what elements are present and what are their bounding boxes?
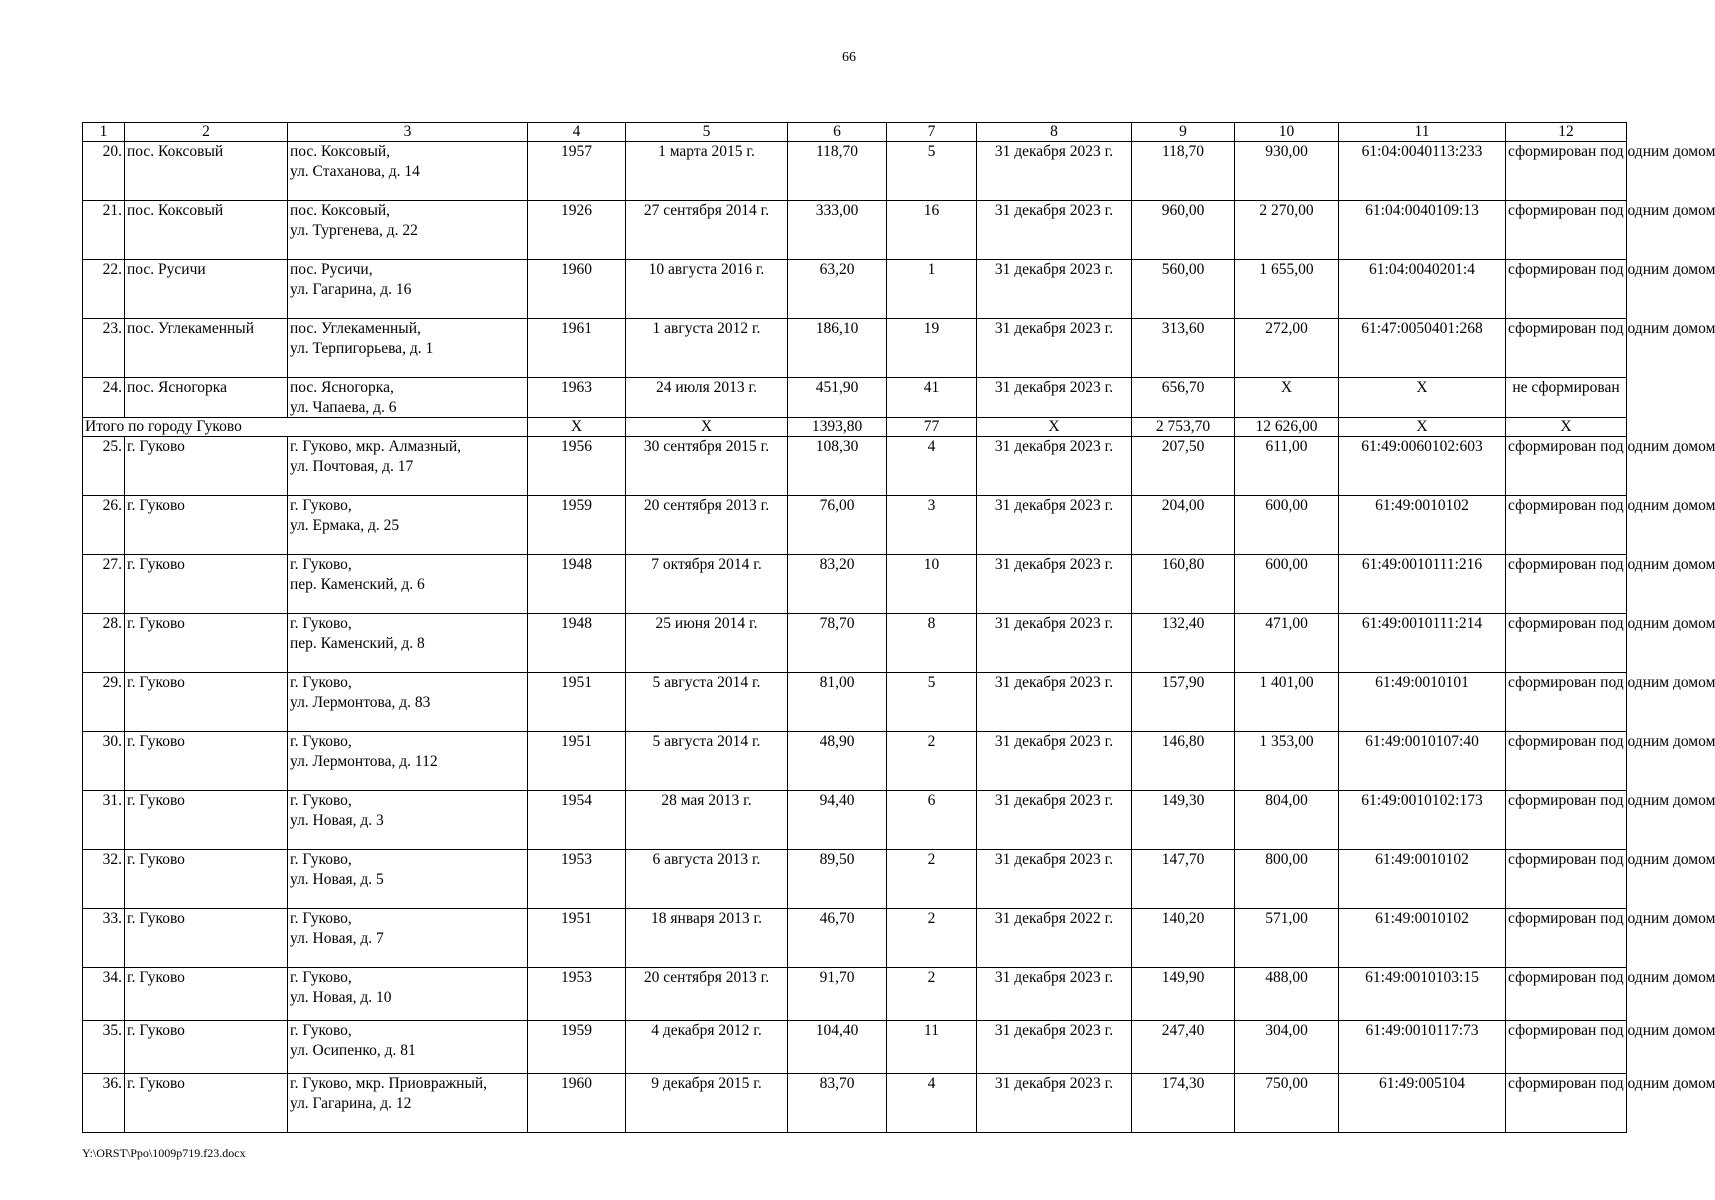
recognition-date: 30 сентября 2015 г. xyxy=(626,437,788,496)
settlement-name: г. Гуково xyxy=(125,968,288,1021)
resettlement-deadline: 31 декабря 2023 г. xyxy=(977,968,1132,1021)
settlement-name: г. Гуково xyxy=(125,732,288,791)
cadastral-number: 61:49:0010102:173 xyxy=(1339,791,1506,850)
land-plot-status: сформирован под одним домом xyxy=(1506,732,1627,791)
address-cell xyxy=(288,614,528,673)
residents-count: 16 xyxy=(887,201,977,260)
settlement-name: пос. Русичи xyxy=(125,260,288,319)
row-number: 21. xyxy=(83,201,125,260)
col9-value: 149,90 xyxy=(1132,968,1235,1021)
build-year: 1960 xyxy=(528,1074,626,1133)
header-cell: 8 xyxy=(977,123,1132,142)
header-cell: 2 xyxy=(125,123,288,142)
land-plot-status: сформирован под одним домом xyxy=(1506,555,1627,614)
resettlement-deadline: 31 декабря 2023 г. xyxy=(977,555,1132,614)
recognition-date: 4 декабря 2012 г. xyxy=(626,1021,788,1074)
cadastral-number: 61:49:0010103:15 xyxy=(1339,968,1506,1021)
settlement-name: пос. Коксовый xyxy=(125,142,288,201)
address-cell xyxy=(288,201,528,260)
address-line-2: ул. Гагарина, д. 12 xyxy=(290,1094,412,1112)
table-row xyxy=(83,378,1627,418)
row-number: 25. xyxy=(83,437,125,496)
address-cell xyxy=(288,260,528,319)
build-year: 1953 xyxy=(528,968,626,1021)
land-plot-status: сформирован под одним домом xyxy=(1506,1074,1627,1133)
build-year: 1951 xyxy=(528,732,626,791)
address-line-2: ул. Чапаева, д. 6 xyxy=(290,398,397,416)
table-row xyxy=(83,555,1627,614)
residents-count: 4 xyxy=(887,1074,977,1133)
address-line-1: г. Гуково, xyxy=(290,497,352,514)
resettlement-deadline: 31 декабря 2023 г. xyxy=(977,850,1132,909)
settlement-name: пос. Ясногорка xyxy=(125,378,288,418)
address-cell xyxy=(288,791,528,850)
col9-value: 313,60 xyxy=(1132,319,1235,378)
build-year: 1963 xyxy=(528,378,626,418)
footer-file-path: Y:\ORST\Ppo\1009p719.f23.docx xyxy=(82,1146,246,1160)
land-plot-status: сформирован под одним домом xyxy=(1506,968,1627,1021)
residents-count: 2 xyxy=(887,850,977,909)
col10-value: 600,00 xyxy=(1235,496,1339,555)
total-people: 77 xyxy=(887,418,977,437)
total-label: Итого по городу Гуково xyxy=(83,418,528,437)
settlement-name: пос. Коксовый xyxy=(125,201,288,260)
land-plot-status: сформирован под одним домом xyxy=(1506,909,1627,968)
address-cell xyxy=(288,496,528,555)
land-plot-status: сформирован под одним домом xyxy=(1506,142,1627,201)
recognition-date: 1 августа 2012 г. xyxy=(626,319,788,378)
col10-value: 1 353,00 xyxy=(1235,732,1339,791)
cadastral-number: 61:49:0010102 xyxy=(1339,496,1506,555)
residents-count: 41 xyxy=(887,378,977,418)
header-cell: 1 xyxy=(83,123,125,142)
table-row xyxy=(83,909,1627,968)
address-line-1: г. Гуково, xyxy=(290,615,352,632)
total-area: 83,20 xyxy=(788,555,887,614)
total-area: 1393,80 xyxy=(788,418,887,437)
col10-value: 471,00 xyxy=(1235,614,1339,673)
land-plot-status: сформирован под одним домом xyxy=(1506,791,1627,850)
housing-registry-table xyxy=(82,122,1715,1133)
header-cell: 11 xyxy=(1339,123,1506,142)
row-number: 36. xyxy=(83,1074,125,1133)
col10-value: 1 401,00 xyxy=(1235,673,1339,732)
residents-count: 1 xyxy=(887,260,977,319)
col10-value: 1 655,00 xyxy=(1235,260,1339,319)
resettlement-deadline: 31 декабря 2023 г. xyxy=(977,732,1132,791)
table-row xyxy=(83,496,1627,555)
col9-value: 118,70 xyxy=(1132,142,1235,201)
address-cell xyxy=(288,555,528,614)
col10-value: 272,00 xyxy=(1235,319,1339,378)
total-status: Х xyxy=(1506,418,1627,437)
address-cell xyxy=(288,378,528,418)
settlement-name: г. Гуково xyxy=(125,850,288,909)
recognition-date: 24 июля 2013 г. xyxy=(626,378,788,418)
build-year: 1926 xyxy=(528,201,626,260)
header-cell: 5 xyxy=(626,123,788,142)
resettlement-deadline: 31 декабря 2023 г. xyxy=(977,614,1132,673)
settlement-name: г. Гуково xyxy=(125,1021,288,1074)
header-cell: 12 xyxy=(1506,123,1627,142)
land-plot-status: сформирован под одним домом xyxy=(1506,201,1627,260)
resettlement-deadline: 31 декабря 2023 г. xyxy=(977,437,1132,496)
table-row xyxy=(83,437,1627,496)
land-plot-status: сформирован под одним домом xyxy=(1506,614,1627,673)
address-cell xyxy=(288,673,528,732)
address-cell xyxy=(288,142,528,201)
address-cell xyxy=(288,1021,528,1074)
address-line-1: г. Гуково, xyxy=(290,1022,352,1039)
build-year: 1951 xyxy=(528,673,626,732)
resettlement-deadline: 31 декабря 2023 г. xyxy=(977,1021,1132,1074)
residents-count: 2 xyxy=(887,909,977,968)
row-number: 34. xyxy=(83,968,125,1021)
total-area: 83,70 xyxy=(788,1074,887,1133)
header-cell: 7 xyxy=(887,123,977,142)
col10-value: 804,00 xyxy=(1235,791,1339,850)
cadastral-number: 61:49:0010102 xyxy=(1339,909,1506,968)
row-number: 28. xyxy=(83,614,125,673)
address-line-1: г. Гуково, xyxy=(290,910,352,927)
address-line-2: ул. Гагарина, д. 16 xyxy=(290,280,412,298)
resettlement-deadline: 31 декабря 2023 г. xyxy=(977,378,1132,418)
address-cell xyxy=(288,850,528,909)
header-cell: 4 xyxy=(528,123,626,142)
table-row xyxy=(83,791,1627,850)
row-number: 33. xyxy=(83,909,125,968)
cadastral-number: 61:49:0060102:603 xyxy=(1339,437,1506,496)
land-plot-status: сформирован под одним домом xyxy=(1506,496,1627,555)
land-plot-status: сформирован под одним домом xyxy=(1506,850,1627,909)
address-line-2: пер. Каменский, д. 6 xyxy=(290,575,425,593)
address-line-1: г. Гуково, xyxy=(290,792,352,809)
resettlement-deadline: 31 декабря 2023 г. xyxy=(977,142,1132,201)
address-line-1: пос. Коксовый, xyxy=(290,143,391,160)
residents-count: 19 xyxy=(887,319,977,378)
col9-value: 132,40 xyxy=(1132,614,1235,673)
land-plot-status: сформирован под одним домом xyxy=(1506,673,1627,732)
row-number: 22. xyxy=(83,260,125,319)
residents-count: 3 xyxy=(887,496,977,555)
cadastral-number: 61:49:0010111:214 xyxy=(1339,614,1506,673)
row-number: 20. xyxy=(83,142,125,201)
cadastral-number: 61:49:0010111:216 xyxy=(1339,555,1506,614)
address-line-2: ул. Тургенева, д. 22 xyxy=(290,221,418,239)
land-plot-status: сформирован под одним домом xyxy=(1506,319,1627,378)
cadastral-number: 61:47:0050401:268 xyxy=(1339,319,1506,378)
recognition-date: 7 октября 2014 г. xyxy=(626,555,788,614)
total-area: 46,70 xyxy=(788,909,887,968)
recognition-date: 18 января 2013 г. xyxy=(626,909,788,968)
total-col10: 12 626,00 xyxy=(1235,418,1339,437)
build-year: 1953 xyxy=(528,850,626,909)
col10-value: 750,00 xyxy=(1235,1074,1339,1133)
column-number-header xyxy=(83,123,1627,142)
col10-value: 2 270,00 xyxy=(1235,201,1339,260)
col9-value: 560,00 xyxy=(1132,260,1235,319)
col9-value: 207,50 xyxy=(1132,437,1235,496)
build-year: 1954 xyxy=(528,791,626,850)
build-year: 1959 xyxy=(528,496,626,555)
table-row xyxy=(83,732,1627,791)
address-cell xyxy=(288,968,528,1021)
address-line-1: пос. Ясногорка, xyxy=(290,379,394,396)
recognition-date: 6 августа 2013 г. xyxy=(626,850,788,909)
address-line-1: г. Гуково, xyxy=(290,969,352,986)
recognition-date: 28 мая 2013 г. xyxy=(626,791,788,850)
recognition-date: 5 августа 2014 г. xyxy=(626,732,788,791)
address-line-1: пос. Углекаменный, xyxy=(290,320,421,337)
settlement-name: г. Гуково xyxy=(125,791,288,850)
land-plot-status: не сформирован xyxy=(1506,378,1627,418)
total-area: 78,70 xyxy=(788,614,887,673)
recognition-date: 5 августа 2014 г. xyxy=(626,673,788,732)
total-area: 451,90 xyxy=(788,378,887,418)
row-number: 29. xyxy=(83,673,125,732)
city-total-row xyxy=(83,418,1627,437)
table-row xyxy=(83,850,1627,909)
recognition-date: 27 сентября 2014 г. xyxy=(626,201,788,260)
col10-value: 611,00 xyxy=(1235,437,1339,496)
address-cell xyxy=(288,319,528,378)
total-area: 81,00 xyxy=(788,673,887,732)
row-number: 35. xyxy=(83,1021,125,1074)
header-cell: 10 xyxy=(1235,123,1339,142)
total-date: Х xyxy=(626,418,788,437)
cadastral-number: 61:49:005104 xyxy=(1339,1074,1506,1133)
table-row xyxy=(83,968,1627,1021)
total-area: 333,00 xyxy=(788,201,887,260)
address-line-2: ул. Почтовая, д. 17 xyxy=(290,457,414,475)
table-row xyxy=(83,1021,1627,1074)
build-year: 1951 xyxy=(528,909,626,968)
row-number: 32. xyxy=(83,850,125,909)
recognition-date: 9 декабря 2015 г. xyxy=(626,1074,788,1133)
col9-value: 147,70 xyxy=(1132,850,1235,909)
col10-value: 800,00 xyxy=(1235,850,1339,909)
table-row xyxy=(83,201,1627,260)
col9-value: 656,70 xyxy=(1132,378,1235,418)
address-line-1: г. Гуково, мкр. Приовражный, xyxy=(290,1075,488,1092)
settlement-name: г. Гуково xyxy=(125,555,288,614)
address-line-2: ул. Новая, д. 5 xyxy=(290,870,384,888)
resettlement-deadline: 31 декабря 2023 г. xyxy=(977,201,1132,260)
total-area: 118,70 xyxy=(788,142,887,201)
col9-value: 204,00 xyxy=(1132,496,1235,555)
address-line-2: ул. Лермонтова, д. 112 xyxy=(290,752,438,770)
table-row xyxy=(83,142,1627,201)
cadastral-number: 61:49:0010107:40 xyxy=(1339,732,1506,791)
total-col9: 2 753,70 xyxy=(1132,418,1235,437)
settlement-name: г. Гуково xyxy=(125,437,288,496)
row-number: 30. xyxy=(83,732,125,791)
address-cell xyxy=(288,437,528,496)
col10-value: 571,00 xyxy=(1235,909,1339,968)
row-number: 26. xyxy=(83,496,125,555)
settlement-name: г. Гуково xyxy=(125,496,288,555)
recognition-date: 20 сентября 2013 г. xyxy=(626,496,788,555)
table-row xyxy=(83,1074,1627,1133)
col10-value: 304,00 xyxy=(1235,1021,1339,1074)
settlement-name: г. Гуково xyxy=(125,1074,288,1133)
address-line-2: ул. Новая, д. 3 xyxy=(290,811,384,829)
address-line-2: ул. Терпигорьева, д. 1 xyxy=(290,339,434,357)
cadastral-number: 61:04:0040109:13 xyxy=(1339,201,1506,260)
table-row xyxy=(83,260,1627,319)
resettlement-deadline: 31 декабря 2022 г. xyxy=(977,909,1132,968)
total-year: Х xyxy=(528,418,626,437)
build-year: 1959 xyxy=(528,1021,626,1074)
table-row xyxy=(83,614,1627,673)
col9-value: 149,30 xyxy=(1132,791,1235,850)
land-plot-status: сформирован под одним домом xyxy=(1506,260,1627,319)
total-cadastral: Х xyxy=(1339,418,1506,437)
cadastral-number: 61:49:0010101 xyxy=(1339,673,1506,732)
settlement-name: г. Гуково xyxy=(125,614,288,673)
address-line-2: ул. Стаханова, д. 14 xyxy=(290,162,420,180)
total-area: 76,00 xyxy=(788,496,887,555)
row-number: 27. xyxy=(83,555,125,614)
table-row xyxy=(83,319,1627,378)
row-number: 24. xyxy=(83,378,125,418)
settlement-name: пос. Углекаменный xyxy=(125,319,288,378)
header-cell: 9 xyxy=(1132,123,1235,142)
col10-value: 930,00 xyxy=(1235,142,1339,201)
header-cell: 3 xyxy=(288,123,528,142)
residents-count: 10 xyxy=(887,555,977,614)
address-cell xyxy=(288,909,528,968)
address-line-2: ул. Осипенко, д. 81 xyxy=(290,1041,416,1059)
recognition-date: 25 июня 2014 г. xyxy=(626,614,788,673)
cadastral-number: 61:49:0010117:73 xyxy=(1339,1021,1506,1074)
col9-value: 140,20 xyxy=(1132,909,1235,968)
col9-value: 160,80 xyxy=(1132,555,1235,614)
total-area: 94,40 xyxy=(788,791,887,850)
total-area: 186,10 xyxy=(788,319,887,378)
address-line-2: ул. Новая, д. 7 xyxy=(290,929,384,947)
resettlement-deadline: 31 декабря 2023 г. xyxy=(977,260,1132,319)
land-plot-status: сформирован под одним домом xyxy=(1506,437,1627,496)
build-year: 1960 xyxy=(528,260,626,319)
address-line-1: г. Гуково, xyxy=(290,674,352,691)
address-cell xyxy=(288,732,528,791)
total-area: 89,50 xyxy=(788,850,887,909)
col10-value: Х xyxy=(1235,378,1339,418)
settlement-name: г. Гуково xyxy=(125,673,288,732)
cadastral-number: 61:04:0040201:4 xyxy=(1339,260,1506,319)
col9-value: 960,00 xyxy=(1132,201,1235,260)
address-line-2: ул. Лермонтова, д. 83 xyxy=(290,693,431,711)
residents-count: 5 xyxy=(887,673,977,732)
row-number: 31. xyxy=(83,791,125,850)
residents-count: 11 xyxy=(887,1021,977,1074)
table-row xyxy=(83,673,1627,732)
settlement-name: г. Гуково xyxy=(125,909,288,968)
col9-value: 247,40 xyxy=(1132,1021,1235,1074)
address-line-1: г. Гуково, мкр. Алмазный, xyxy=(290,438,462,455)
total-area: 104,40 xyxy=(788,1021,887,1074)
cadastral-number: 61:49:0010102 xyxy=(1339,850,1506,909)
recognition-date: 20 сентября 2013 г. xyxy=(626,968,788,1021)
build-year: 1957 xyxy=(528,142,626,201)
land-plot-status: сформирован под одним домом xyxy=(1506,1021,1627,1074)
address-line-2: пер. Каменский, д. 8 xyxy=(290,634,425,652)
col9-value: 157,90 xyxy=(1132,673,1235,732)
resettlement-deadline: 31 декабря 2023 г. xyxy=(977,791,1132,850)
row-number: 23. xyxy=(83,319,125,378)
col9-value: 146,80 xyxy=(1132,732,1235,791)
total-area: 91,70 xyxy=(788,968,887,1021)
address-cell xyxy=(288,1074,528,1133)
address-line-1: пос. Русичи, xyxy=(290,261,373,278)
total-area: 63,20 xyxy=(788,260,887,319)
resettlement-deadline: 31 декабря 2023 г. xyxy=(977,496,1132,555)
total-area: 48,90 xyxy=(788,732,887,791)
recognition-date: 10 августа 2016 г. xyxy=(626,260,788,319)
total-deadline: Х xyxy=(977,418,1132,437)
address-line-1: г. Гуково, xyxy=(290,733,352,750)
residents-count: 2 xyxy=(887,732,977,791)
address-line-2: ул. Новая, д. 10 xyxy=(290,988,392,1006)
cadastral-number: Х xyxy=(1339,378,1506,418)
col10-value: 488,00 xyxy=(1235,968,1339,1021)
page-number: 66 xyxy=(842,50,856,65)
residents-count: 4 xyxy=(887,437,977,496)
address-line-1: пос. Коксовый, xyxy=(290,202,391,219)
residents-count: 6 xyxy=(887,791,977,850)
resettlement-deadline: 31 декабря 2023 г. xyxy=(977,1074,1132,1133)
resettlement-deadline: 31 декабря 2023 г. xyxy=(977,673,1132,732)
build-year: 1948 xyxy=(528,614,626,673)
resettlement-deadline: 31 декабря 2023 г. xyxy=(977,319,1132,378)
residents-count: 8 xyxy=(887,614,977,673)
col9-value: 174,30 xyxy=(1132,1074,1235,1133)
residents-count: 5 xyxy=(887,142,977,201)
total-area: 108,30 xyxy=(788,437,887,496)
residents-count: 2 xyxy=(887,968,977,1021)
address-line-1: г. Гуково, xyxy=(290,851,352,868)
address-line-2: ул. Ермака, д. 25 xyxy=(290,516,400,534)
col10-value: 600,00 xyxy=(1235,555,1339,614)
recognition-date: 1 марта 2015 г. xyxy=(626,142,788,201)
build-year: 1961 xyxy=(528,319,626,378)
address-line-1: г. Гуково, xyxy=(290,556,352,573)
build-year: 1956 xyxy=(528,437,626,496)
cadastral-number: 61:04:0040113:233 xyxy=(1339,142,1506,201)
header-cell: 6 xyxy=(788,123,887,142)
build-year: 1948 xyxy=(528,555,626,614)
